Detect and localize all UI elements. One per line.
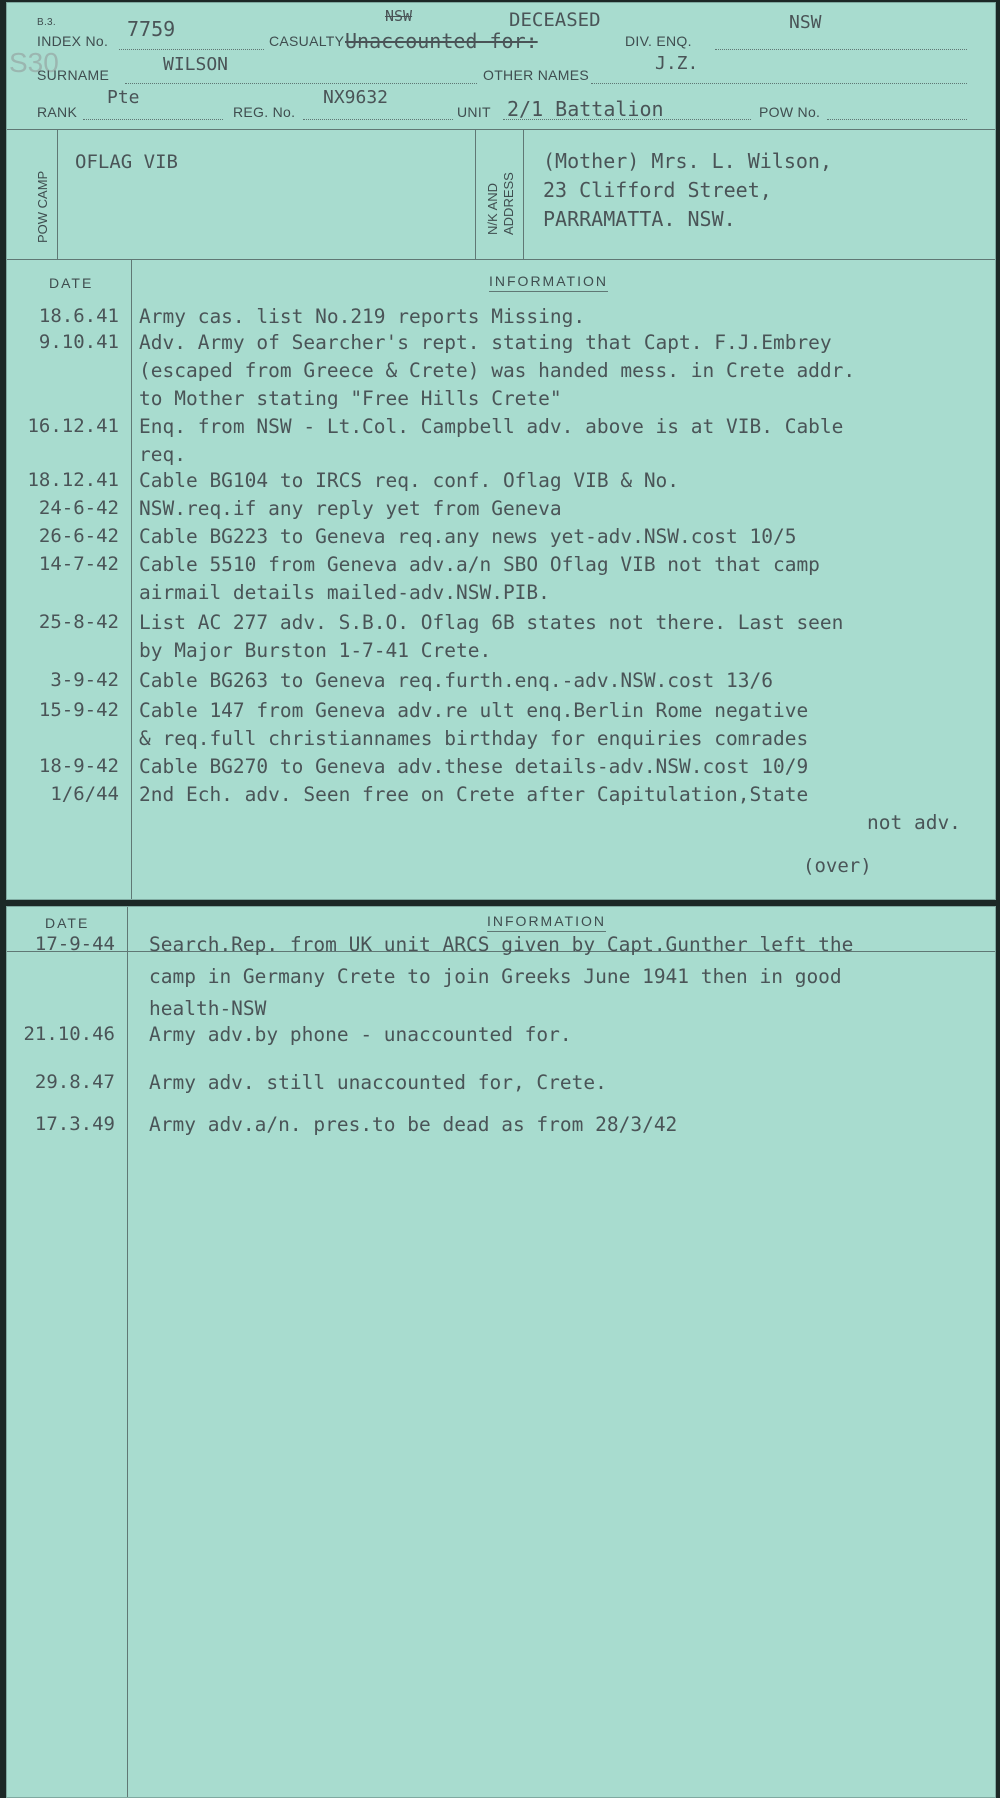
index-label: INDEX No. xyxy=(37,33,109,49)
entry-text: req. xyxy=(139,443,186,466)
entry-text: health-NSW xyxy=(149,997,267,1020)
record-card-back xyxy=(6,906,996,1798)
entry-date: 15-9-42 xyxy=(38,699,119,721)
entry-date: 18.6.41 xyxy=(38,305,119,327)
pencil-note: S30 xyxy=(9,47,59,78)
reg-no-value: NX9632 xyxy=(323,87,389,108)
entry-text: Cable BG263 to Geneva req.furth.enq.-adv.NSW.cost 13/6 xyxy=(139,669,773,692)
entry-text: Army cas. list No.219 reports Missing. xyxy=(139,305,586,328)
casualty-struck-top: NSW xyxy=(385,7,413,25)
entry-text: Enq. from NSW - Lt.Col. Campbell adv. above is at VIB. Cable xyxy=(139,415,844,438)
entry-date: 18.12.41 xyxy=(27,469,119,491)
nk-label-1: N/K AND xyxy=(485,182,500,235)
index-value: 7759 xyxy=(127,17,176,41)
information-header: INFORMATION xyxy=(487,913,606,932)
entry-date: 25-8-42 xyxy=(38,611,119,633)
address-line: PARRAMATTA. NSW. xyxy=(543,207,736,231)
entry-date: 21.10.46 xyxy=(23,1023,115,1045)
entry-text: Cable BG104 to IRCS req. conf. Oflag VIB & No. xyxy=(139,469,680,492)
information-header: INFORMATION xyxy=(489,273,608,292)
entry-text: Cable BG270 to Geneva adv.these details-adv.NSW.cost 10/9 xyxy=(139,755,809,778)
pow-camp-value: OFLAG VIB xyxy=(75,151,178,173)
entry-text: Cable BG223 to Geneva req.any news yet-adv.NSW.cost 10/5 xyxy=(139,525,797,548)
entry-text: Cable 147 from Geneva adv.re ult enq.Berlin Rome negative xyxy=(139,699,809,722)
entry-text: to Mother stating "Free Hills Crete" xyxy=(139,387,562,410)
entry-text: Army adv.a/n. pres.to be dead as from 28/3/42 xyxy=(149,1113,678,1136)
nk-label-2: ADDRESS xyxy=(501,172,516,235)
entry-text: List AC 277 adv. S.B.O. Oflag 6B states not there. Last seen xyxy=(139,611,844,634)
unit-label: UNIT xyxy=(457,104,491,120)
entry-text: by Major Burston 1-7-41 Crete. xyxy=(139,639,492,662)
entry-text: airmail details mailed-adv.NSW.PIB. xyxy=(139,581,550,604)
address-line: 23 Clifford Street, xyxy=(543,178,772,202)
surname-label: SURNAME xyxy=(37,67,110,83)
entry-date: 29.8.47 xyxy=(34,1071,115,1093)
entry-date: 1/6/44 xyxy=(50,783,119,805)
pow-camp-label: POW CAMP xyxy=(35,170,50,243)
entry-date: 17-9-44 xyxy=(34,933,115,955)
casualty-value: DECEASED xyxy=(509,9,601,31)
record-card-front xyxy=(6,2,996,900)
entry-text: Army adv.by phone - unaccounted for. xyxy=(149,1023,572,1046)
address-line: (Mother) Mrs. L. Wilson, xyxy=(543,149,832,173)
over-note: (over) xyxy=(803,855,872,877)
entry-text: & req.full christiannames birthday for enquiries comrades xyxy=(139,727,809,750)
entry-text: 2nd Ech. adv. Seen free on Crete after Capitulation,State xyxy=(139,783,809,806)
div-enq-label: DIV. ENQ. xyxy=(625,33,692,49)
entry-text: Adv. Army of Searcher's rept. stating that Capt. F.J.Embrey xyxy=(139,331,832,354)
entry-date: 18-9-42 xyxy=(38,755,119,777)
entry-text: Army adv. still unaccounted for, Crete. xyxy=(149,1071,607,1094)
casualty-label: CASUALTY xyxy=(269,33,345,49)
other-names-value: J.Z. xyxy=(655,53,699,74)
entry-text: Cable 5510 from Geneva adv.a/n SBO Oflag VIB not that camp xyxy=(139,553,820,576)
next-of-kin-address xyxy=(543,147,832,234)
entry-date: 14-7-42 xyxy=(38,553,119,575)
other-names-label: OTHER NAMES xyxy=(483,67,589,83)
surname-value: WILSON xyxy=(163,54,229,75)
rank-value: Pte xyxy=(107,87,140,108)
pow-no-label: POW No. xyxy=(759,104,821,120)
entry-date: 9.10.41 xyxy=(38,331,119,353)
entry-text: (escaped from Greece & Crete) was handed mess. in Crete addr. xyxy=(139,359,856,382)
reg-no-label: REG. No. xyxy=(233,104,296,120)
entry-text: camp in Germany Crete to join Greeks June 1941 then in good xyxy=(149,965,842,988)
div-enq-value: NSW xyxy=(789,12,822,33)
entry-text: NSW.req.if any reply yet from Geneva xyxy=(139,497,562,520)
entry-date: 3-9-42 xyxy=(50,669,119,691)
entry-text: not adv. xyxy=(867,811,961,834)
entry-text: Search.Rep. from UK unit ARCS given by Capt.Gunther left the xyxy=(149,933,854,956)
date-header: DATE xyxy=(49,275,94,291)
entry-date: 24-6-42 xyxy=(38,497,119,519)
entry-date: 16.12.41 xyxy=(27,415,119,437)
entry-date: 26-6-42 xyxy=(38,525,119,547)
casualty-struck-value: Unaccounted for: xyxy=(345,29,538,53)
date-header: DATE xyxy=(45,915,90,931)
entry-date: 17.3.49 xyxy=(34,1113,115,1135)
form-code: B.3. xyxy=(37,17,56,28)
unit-value: 2/1 Battalion xyxy=(507,97,664,121)
rank-label: RANK xyxy=(37,104,78,120)
